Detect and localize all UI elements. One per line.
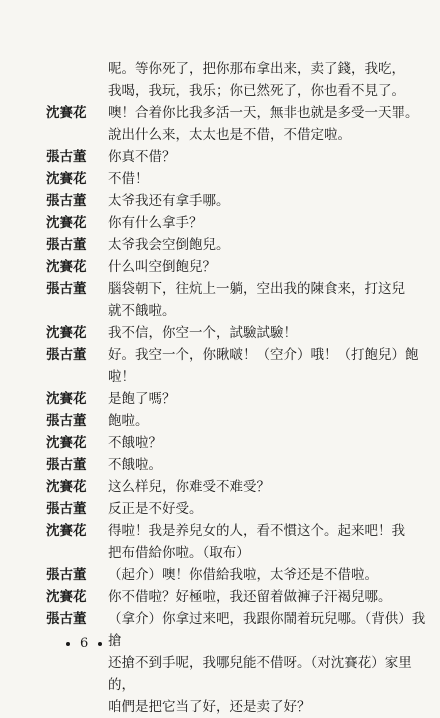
speaker-name: 沈賽花: [46, 435, 87, 451]
dialogue-line: [0, 102, 440, 124]
speaker-name: 張古董: [46, 413, 87, 429]
line-text: 反正是不好受。: [108, 501, 203, 517]
line-text: 还搶不到手呢，我哪兒能不借呀。（对沈賽花）家里的，: [108, 655, 412, 693]
line-text: 是飽了嗎？: [108, 391, 176, 407]
line-text: 就不餓啦。: [108, 303, 176, 319]
speaker-name: 張古董: [46, 281, 87, 297]
page-number: 6: [80, 636, 89, 651]
speaker-name: 沈賽花: [46, 391, 87, 407]
dialogue-line: [0, 80, 440, 102]
line-text: 我喝，我玩，我乐；你已然死了，你也看不見了。: [108, 83, 405, 99]
dialogue-line: [0, 542, 440, 564]
dialogue-line: [0, 234, 440, 256]
dialogue-line: [0, 146, 440, 168]
dialogue-line: [0, 322, 440, 344]
dialogue-line: [0, 190, 440, 212]
line-text: （起介）噢！你借給我啦，太爷还是不借啦。: [108, 567, 378, 583]
line-text: 太爷我还有拿手哪。: [108, 193, 230, 209]
speaker-name: 沈賽花: [46, 215, 87, 231]
speaker-name: 張古董: [46, 611, 87, 627]
speaker-name: 沈賽花: [46, 325, 87, 341]
speaker-name: 張古董: [46, 193, 87, 209]
line-text: 飽啦。: [108, 413, 149, 429]
line-text: 把布借給你啦。（取布）: [108, 545, 250, 561]
speaker-name: 張古董: [46, 149, 87, 165]
speaker-name: 沈賽花: [46, 171, 87, 187]
dialogue-line: [0, 498, 440, 520]
dialogue-line: [0, 476, 440, 498]
speaker-name: 張古董: [46, 501, 87, 517]
dialogue-line: [0, 300, 440, 322]
line-text: 你有什么拿手？: [108, 215, 203, 231]
dialogue-line: [0, 168, 440, 190]
line-text: 我不信，你空一个，試驗試驗！: [108, 325, 297, 341]
line-text: 这么样兒，你难受不难受？: [108, 479, 270, 495]
dialogue-line: [0, 696, 440, 718]
dialogue-line: [0, 388, 440, 410]
footer-dot-left: [66, 642, 70, 646]
dialogue-body: [0, 58, 440, 718]
line-text: 呢。等你死了，把你那布拿出来，卖了錢，我吃，: [108, 61, 405, 77]
dialogue-line: [0, 586, 440, 608]
line-text: （拿介）你拿过来吧，我跟你鬧着玩兒哪。（背供）我搶: [108, 611, 426, 649]
dialogue-line: [0, 278, 440, 300]
dialogue-line: [0, 652, 440, 696]
dialogue-line: [0, 520, 440, 542]
line-text: 說出什么来，太太也是不借，不借定啦。: [108, 127, 351, 143]
speaker-name: 張古董: [46, 347, 87, 363]
dialogue-line: [0, 344, 440, 388]
speaker-name: 張古董: [46, 457, 87, 473]
line-text: 太爷我会空倒飽兒。: [108, 237, 230, 253]
line-text: 你真不借？: [108, 149, 176, 165]
dialogue-line: [0, 256, 440, 278]
line-text: 腦袋朝下，往炕上一躺，空出我的陳食来，打这兒: [108, 281, 405, 297]
line-text: 得啦！我是养兒女的人，看不慣这个。起来吧！我: [108, 523, 405, 539]
dialogue-line: [0, 564, 440, 586]
line-text: 什么叫空倒飽兒？: [108, 259, 216, 275]
speaker-name: 沈賽花: [46, 105, 87, 121]
line-text: 好。我空一个，你瞅啵！（空介）哦！（打飽兒）飽啦！: [108, 347, 419, 385]
line-text: 噢！合着你比我多活一天，無非也就是多受一天罪。: [108, 105, 419, 121]
line-text: 不借！: [108, 171, 149, 187]
line-text: 咱們是把它当了好，还是卖了好？: [108, 699, 311, 715]
speaker-name: 張古董: [46, 237, 87, 253]
page-footer: [66, 636, 102, 651]
dialogue-line: [0, 124, 440, 146]
speaker-name: 沈賽花: [46, 523, 87, 539]
line-text: 不餓啦。: [108, 457, 162, 473]
speaker-name: 張古董: [46, 567, 87, 583]
speaker-name: 沈賽花: [46, 589, 87, 605]
dialogue-line: [0, 58, 440, 80]
speaker-name: 沈賽花: [46, 479, 87, 495]
dialogue-line: [0, 432, 440, 454]
speaker-name: 沈賽花: [46, 259, 87, 275]
dialogue-line: [0, 454, 440, 476]
footer-dot-right: [98, 642, 102, 646]
line-text: 不餓啦？: [108, 435, 162, 451]
dialogue-line: [0, 410, 440, 432]
line-text: 你不借啦？好極啦，我还留着做褲子汗褐兒哪。: [108, 589, 392, 605]
dialogue-line: [0, 212, 440, 234]
